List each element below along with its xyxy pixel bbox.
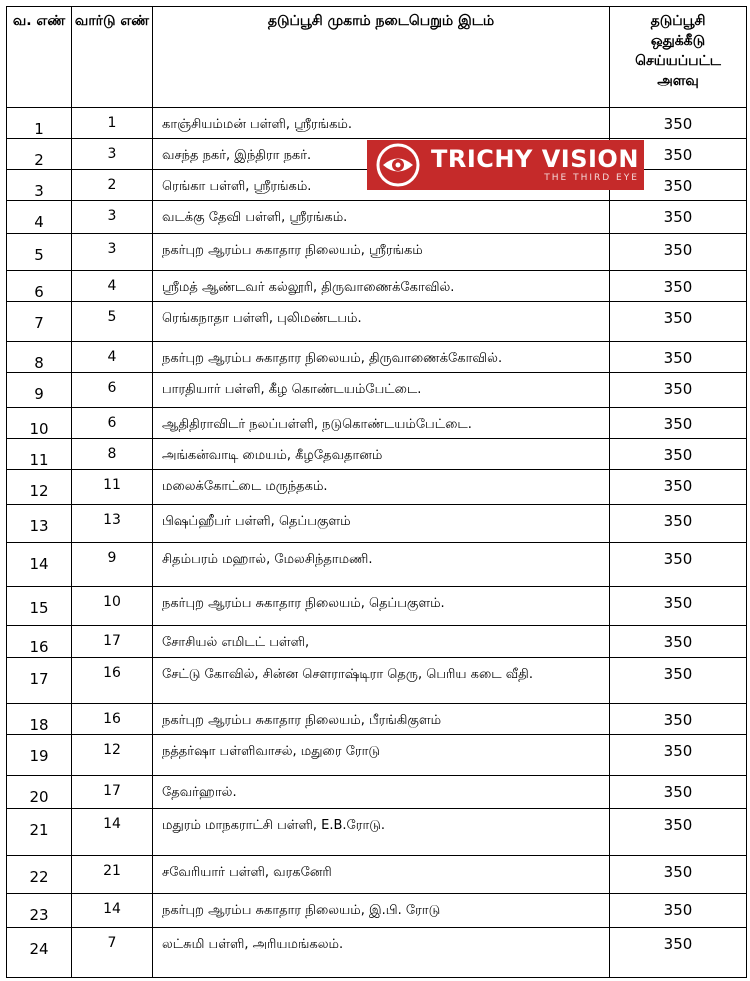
camp-location-cell: நகர்புற ஆரம்ப சுகாதார நிலையம், இ.பி. ரோடு	[153, 894, 610, 928]
table-row	[7, 894, 747, 928]
camp-location-cell: நத்தர்ஷா பள்ளிவாசல், மதுரை ரோடு	[153, 735, 610, 776]
table-row	[7, 704, 747, 735]
serial-number-cell: 22	[7, 856, 72, 894]
camp-location-cell: சவேரியார் பள்ளி, வரகனேரி	[153, 856, 610, 894]
ward-number-cell: 8	[72, 439, 153, 470]
serial-number-cell: 7	[7, 302, 72, 342]
table-row	[7, 201, 747, 234]
header-ward-number	[72, 7, 153, 108]
quantity-cell: 350	[610, 626, 747, 658]
table-row	[7, 505, 747, 543]
serial-number-cell: 20	[7, 776, 72, 809]
serial-number-cell: 23	[7, 894, 72, 928]
table-row	[7, 373, 747, 408]
eye-logo-icon	[375, 142, 421, 188]
camp-location-cell: பாரதியார் பள்ளி, கீழ கொண்டயம்பேட்டை.	[153, 373, 610, 408]
serial-number-cell: 17	[7, 658, 72, 704]
table-row	[7, 408, 747, 439]
quantity-cell: 350	[610, 587, 747, 626]
quantity-cell: 350	[610, 201, 747, 234]
table-row	[7, 271, 747, 302]
quantity-cell: 350	[610, 439, 747, 470]
quantity-cell: 350	[610, 505, 747, 543]
camp-location-cell: ரெங்கா பள்ளி, ஸ்ரீரங்கம்.	[153, 170, 610, 201]
camp-location-cell: சோசியல் எமிடட் பள்ளி,	[153, 626, 610, 658]
quantity-cell: 350	[610, 856, 747, 894]
ward-number-cell: 12	[72, 735, 153, 776]
serial-number-cell: 9	[7, 373, 72, 408]
quantity-cell: 350	[610, 809, 747, 856]
camp-location-cell: நகர்புற ஆரம்ப சுகாதார நிலையம், பீரங்கிகுளம்	[153, 704, 610, 735]
serial-number-cell: 18	[7, 704, 72, 735]
camp-location-cell: பிஷப்ஹீபர் பள்ளி, தெப்பகுளம்	[153, 505, 610, 543]
serial-number-cell: 15	[7, 587, 72, 626]
quantity-cell: 350	[610, 704, 747, 735]
table-row	[7, 302, 747, 342]
quantity-cell: 350	[610, 776, 747, 809]
quantity-cell: 350	[610, 928, 747, 978]
serial-number-cell: 19	[7, 735, 72, 776]
serial-number-cell: 2	[7, 139, 72, 170]
table-row	[7, 108, 747, 139]
camp-location-cell: நகர்புற ஆரம்ப சுகாதார நிலையம், திருவாணைக்கோவில்.	[153, 342, 610, 373]
table-row	[7, 234, 747, 271]
camp-location-cell: மதுரம் மாநகராட்சி பள்ளி, E.B.ரோடு.	[153, 809, 610, 856]
table-row	[7, 658, 747, 704]
ward-number-cell: 6	[72, 408, 153, 439]
camp-location-cell: மலைக்கோட்டை மருந்தகம்.	[153, 470, 610, 505]
ward-number-cell: 16	[72, 704, 153, 735]
serial-number-cell: 3	[7, 170, 72, 201]
ward-number-cell: 3	[72, 201, 153, 234]
camp-location-cell: வடக்கு தேவி பள்ளி, ஸ்ரீரங்கம்.	[153, 201, 610, 234]
quantity-cell: 350	[610, 108, 747, 139]
serial-number-cell: 11	[7, 439, 72, 470]
trichy-vision-watermark	[367, 140, 644, 190]
camp-location-cell: லட்சுமி பள்ளி, அரியமங்கலம்.	[153, 928, 610, 978]
quantity-cell: 350	[610, 271, 747, 302]
header-ward-label: வார்டு எண்	[74, 13, 150, 29]
table-row	[7, 735, 747, 776]
quantity-cell: 350	[610, 302, 747, 342]
table-row	[7, 342, 747, 373]
camp-location-cell: நகர்புற ஆரம்ப சுகாதார நிலையம், ஸ்ரீரங்கம்	[153, 234, 610, 271]
ward-number-cell: 10	[72, 587, 153, 626]
serial-number-cell: 21	[7, 809, 72, 856]
camp-location-cell: ரெங்கநாதா பள்ளி, புலிமண்டபம்.	[153, 302, 610, 342]
ward-number-cell: 21	[72, 856, 153, 894]
ward-number-cell: 1	[72, 108, 153, 139]
table-row	[7, 470, 747, 505]
quantity-cell: 350	[610, 408, 747, 439]
header-quantity-label: தடுப்பூசி ஒதுக்கீடு செய்யப்பட்ட அளவு	[635, 13, 721, 89]
header-allocated-quantity	[610, 7, 747, 108]
ward-number-cell: 17	[72, 776, 153, 809]
quantity-cell: 350	[610, 234, 747, 271]
ward-number-cell: 14	[72, 894, 153, 928]
serial-number-cell: 5	[7, 234, 72, 271]
ward-number-cell: 5	[72, 302, 153, 342]
ward-number-cell: 7	[72, 928, 153, 978]
quantity-cell: 350	[610, 170, 747, 201]
serial-number-cell: 8	[7, 342, 72, 373]
serial-number-cell: 12	[7, 470, 72, 505]
header-serial-label: வ. எண்	[12, 13, 66, 29]
serial-number-cell: 10	[7, 408, 72, 439]
header-camp-location	[153, 7, 610, 108]
camp-location-cell: வசந்த நகர், இந்திரா நகர்.	[153, 139, 610, 170]
table-row	[7, 626, 747, 658]
ward-number-cell: 3	[72, 234, 153, 271]
serial-number-cell: 1	[7, 108, 72, 139]
camp-location-cell: சேட்டு கோவில், சின்ன சௌராஷ்டிரா தெரு, பெரிய கடை வீதி.	[153, 658, 610, 704]
ward-number-cell: 2	[72, 170, 153, 201]
camp-location-cell: சிதம்பரம் மஹால், மேலசிந்தாமணி.	[153, 543, 610, 587]
table-row	[7, 439, 747, 470]
ward-number-cell: 4	[72, 342, 153, 373]
serial-number-cell: 6	[7, 271, 72, 302]
table-row	[7, 587, 747, 626]
quantity-cell: 350	[610, 735, 747, 776]
camp-location-cell: காஞ்சியம்மன் பள்ளி, ஸ்ரீரங்கம்.	[153, 108, 610, 139]
ward-number-cell: 3	[72, 139, 153, 170]
table-row	[7, 776, 747, 809]
quantity-cell: 350	[610, 139, 747, 170]
camp-location-cell: நகர்புற ஆரம்ப சுகாதார நிலையம், தெப்பகுளம்.	[153, 587, 610, 626]
camp-location-cell: அங்கன்வாடி மையம், கீழதேவதானம்	[153, 439, 610, 470]
ward-number-cell: 14	[72, 809, 153, 856]
quantity-cell: 350	[610, 543, 747, 587]
serial-number-cell: 16	[7, 626, 72, 658]
camp-location-cell: ஸ்ரீமத் ஆண்டவர் கல்லூரி, திருவாணைக்கோவில்.	[153, 271, 610, 302]
serial-number-cell: 13	[7, 505, 72, 543]
quantity-cell: 350	[610, 342, 747, 373]
ward-number-cell: 16	[72, 658, 153, 704]
quantity-cell: 350	[610, 658, 747, 704]
table-row	[7, 809, 747, 856]
ward-number-cell: 4	[72, 271, 153, 302]
ward-number-cell: 11	[72, 470, 153, 505]
ward-number-cell: 6	[72, 373, 153, 408]
quantity-cell: 350	[610, 894, 747, 928]
watermark-title: TRICHY VISION	[431, 145, 639, 173]
table-row	[7, 928, 747, 978]
ward-number-cell: 17	[72, 626, 153, 658]
table-header-row	[7, 7, 747, 108]
serial-number-cell: 4	[7, 201, 72, 234]
camp-location-cell: தேவர்ஹால்.	[153, 776, 610, 809]
table-row	[7, 543, 747, 587]
header-location-label: தடுப்பூசி முகாம் நடைபெறும் இடம்	[267, 13, 495, 29]
serial-number-cell: 14	[7, 543, 72, 587]
camp-location-cell: ஆதிதிராவிடர் நலப்பள்ளி, நடுகொண்டயம்பேட்டை.	[153, 408, 610, 439]
header-serial-number	[7, 7, 72, 108]
table-row	[7, 856, 747, 894]
ward-number-cell: 9	[72, 543, 153, 587]
serial-number-cell: 24	[7, 928, 72, 978]
watermark-subtitle: THE THIRD EYE	[544, 173, 639, 183]
quantity-cell: 350	[610, 470, 747, 505]
quantity-cell: 350	[610, 373, 747, 408]
ward-number-cell: 13	[72, 505, 153, 543]
